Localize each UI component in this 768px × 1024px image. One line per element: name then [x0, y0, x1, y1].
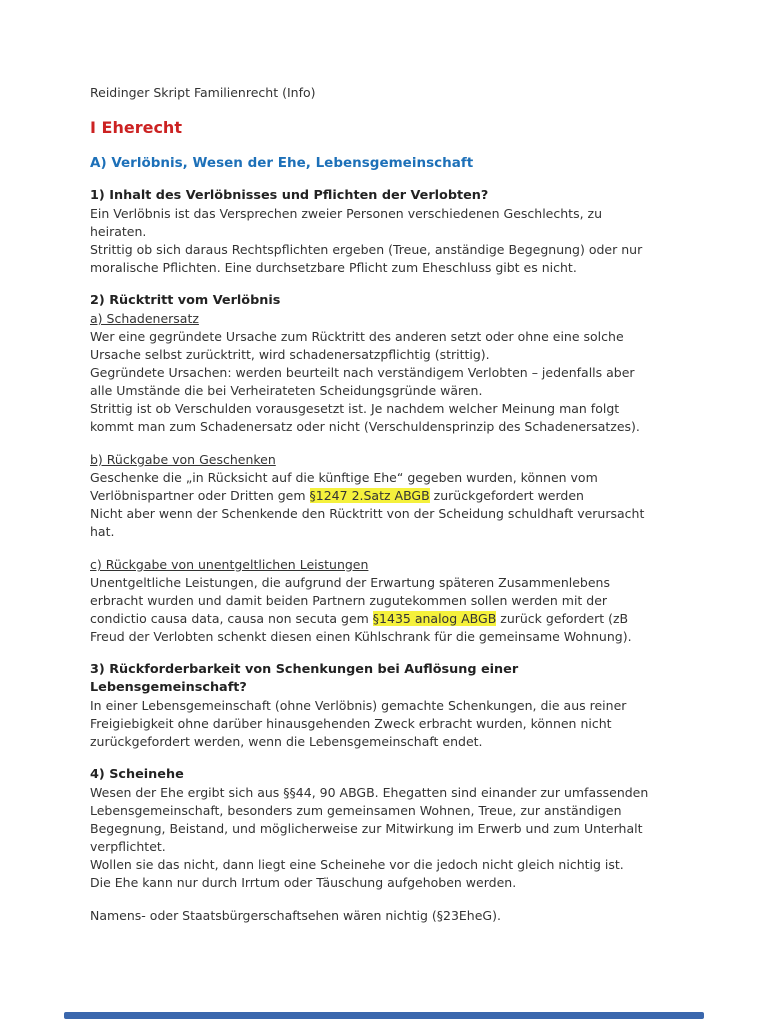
block-gap [90, 277, 690, 292]
text-line: 2) Rücktritt vom Verlöbnis [90, 293, 281, 308]
text-line: Strittig ist ob Verschulden vorausgesetzt ist. Je nachdem welcher Meinung man folgt [90, 401, 620, 416]
doc-block-body [90, 328, 690, 436]
text-line: alle Umstände die bei Verheirateten Scheidungsgründe wären. [90, 383, 483, 398]
text-line: Freud der Verlobten schenkt diesen einen Kühlschrank für die gemeinsame Wohnung). [90, 629, 632, 644]
page-bottom-bar [64, 1012, 704, 1019]
text-line: kommt man zum Schadenersatz oder nicht (Verschuldensprinzip des Schadenersatzes). [90, 419, 640, 434]
block-gap [90, 172, 690, 187]
text-line: hat. [90, 524, 115, 539]
text-line: Geschenke die „in Rücksicht auf die künftige Ehe“ gegeben wurden, können vom [90, 470, 598, 485]
text-line: erbracht wurden und damit beiden Partnern zugutekommen sollen werden mit der [90, 593, 608, 608]
text-segment: zurück gefordert (zB [496, 611, 629, 626]
doc-block-body [90, 907, 690, 925]
doc-block-h2 [90, 154, 690, 172]
doc-block-h3 [90, 661, 690, 697]
block-gap [90, 541, 690, 556]
doc-block-body [90, 205, 690, 277]
text-line: Wollen sie das nicht, dann liegt eine Scheinehe vor die jedoch nicht gleich nichtig ist. [90, 857, 624, 872]
text-line: Unentgeltliche Leistungen, die aufgrund der Erwartung späteren Zusammenlebens [90, 575, 610, 590]
text-line: I Eherecht [90, 118, 182, 137]
text-line: Wer eine gegründete Ursache zum Rücktritt des anderen setzt oder ohne eine solche [90, 329, 624, 344]
block-gap [90, 646, 690, 661]
text-line [90, 610, 690, 628]
text-line: Wesen der Ehe ergibt sich aus §§44, 90 ABGB. Ehegatten sind einander zur umfassenden [90, 785, 649, 800]
block-gap [90, 102, 690, 117]
text-segment: zurückgefordert werden [429, 488, 584, 503]
text-line: Ursache selbst zurücktritt, wird schadenersatzpflichtig (strittig). [90, 347, 490, 362]
text-line: Lebensgemeinschaft, besonders zum gemeinsamen Wohnen, Treue, zur anständigen [90, 803, 622, 818]
text-line: Die Ehe kann nur durch Irrtum oder Täuschung aufgehoben werden. [90, 875, 517, 890]
doc-block-underline [90, 451, 690, 469]
text-line: Reidinger Skript Familienrecht (Info) [90, 85, 316, 100]
doc-block-underline [90, 310, 690, 328]
text-line: Lebensgemeinschaft? [90, 680, 247, 695]
text-line: zurückgefordert werden, wenn die Lebensgemeinschaft endet. [90, 734, 483, 749]
text-line: heiraten. [90, 224, 147, 239]
text-line: 3) Rückforderbarkeit von Schenkungen bei Auflösung einer [90, 662, 519, 677]
statute-highlight: §1247 2.Satz ABGB [309, 488, 430, 503]
text-segment: Verlöbnispartner oder Dritten gem [90, 488, 310, 503]
text-line: Namens- oder Staatsbürgerschaftsehen wären nichtig (§23EheG). [90, 908, 501, 923]
text-line: b) Rückgabe von Geschenken [90, 452, 276, 467]
statute-highlight: §1435 analog ABGB [372, 611, 497, 626]
text-line: a) Schadenersatz [90, 311, 199, 326]
doc-block-h1 [90, 117, 690, 139]
text-segment: condictio causa data, causa non secuta gem [90, 611, 373, 626]
text-line: 1) Inhalt des Verlöbnisses und Pflichten der Verlobten? [90, 188, 489, 203]
text-line: Nicht aber wenn der Schenkende den Rücktritt von der Scheidung schuldhaft verursacht [90, 506, 645, 521]
text-line: moralische Pflichten. Eine durchsetzbare Pflicht zum Eheschluss gibt es nicht. [90, 260, 577, 275]
block-gap [90, 751, 690, 766]
doc-block-meta [90, 84, 690, 102]
doc-block-body [90, 784, 690, 892]
text-line: c) Rückgabe von unentgeltlichen Leistungen [90, 557, 369, 572]
text-line: Begegnung, Beistand, und möglicherweise zur Mitwirkung im Erwerb und zum Unterhalt [90, 821, 643, 836]
block-gap [90, 436, 690, 451]
text-line: A) Verlöbnis, Wesen der Ehe, Lebensgemeinschaft [90, 155, 474, 171]
text-line: 4) Scheinehe [90, 767, 184, 782]
block-gap [90, 139, 690, 154]
doc-block-h3 [90, 766, 690, 784]
block-gap [90, 892, 690, 907]
doc-block-body [90, 469, 690, 541]
text-line: Strittig ob sich daraus Rechtspflichten ergeben (Treue, anständige Begegnung) oder nur [90, 242, 643, 257]
doc-block-body [90, 697, 690, 751]
doc-block-h3 [90, 292, 690, 310]
text-line [90, 487, 690, 505]
doc-block-h3 [90, 187, 690, 205]
text-line: Gegründete Ursachen: werden beurteilt nach verständigem Verlobten – jedenfalls aber [90, 365, 635, 380]
text-line: verpflichtet. [90, 839, 166, 854]
text-line: In einer Lebensgemeinschaft (ohne Verlöbnis) gemachte Schenkungen, die aus reiner [90, 698, 627, 713]
doc-block-underline [90, 556, 690, 574]
text-line: Freigiebigkeit ohne darüber hinausgehenden Zweck erbracht wurden, können nicht [90, 716, 612, 731]
document-body [90, 84, 690, 925]
doc-block-body [90, 574, 690, 646]
text-line: Ein Verlöbnis ist das Versprechen zweier Personen verschiedenen Geschlechts, zu [90, 206, 603, 221]
